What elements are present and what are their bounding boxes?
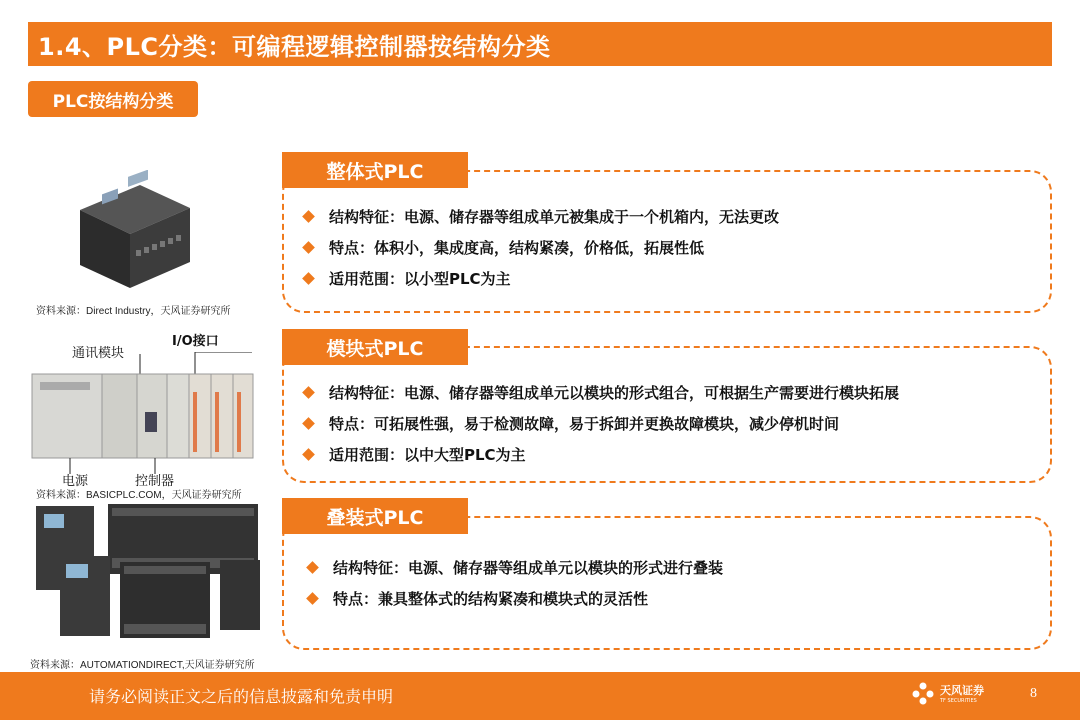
bullet-item: 适用范围：以中大型PLC为主 (300, 439, 899, 470)
bullet-item: 特点：兼具整体式的结构紧凑和模块式的灵活性 (304, 583, 723, 614)
diamond-bullet-icon (306, 592, 319, 605)
image-source-caption: 资料来源：AUTOMATIONDIRECT,天风证券研究所 (30, 660, 255, 671)
logo-subtext: TF SECURITIES (940, 698, 977, 704)
page-number: 8 (1030, 686, 1037, 701)
annotation-comm-module: 通讯模块 (72, 346, 125, 361)
bullet-item: 结构特征：电源、储存器等组成单元被集成于一个机箱内，无法更改 (300, 201, 779, 232)
diamond-bullet-icon (306, 561, 319, 574)
card-tab-modular-plc (282, 329, 468, 365)
card-title: 模块式PLC (326, 337, 424, 360)
bullet-list-modular (300, 377, 899, 470)
footer-bar (0, 672, 1080, 720)
image-source-caption: 资料来源：BASICPLC.COM，天风证券研究所 (36, 490, 242, 501)
page-title: 1.4、PLC分类：可编程逻辑控制器按结构分类 (38, 32, 551, 61)
section-label-text: PLC按结构分类 (52, 91, 174, 112)
annotation-power: 电源 (62, 474, 89, 489)
annotation-io-interface: I/O接口 (172, 334, 219, 349)
bullet-list-stacked (304, 552, 723, 614)
card-tab-integrated-plc (282, 152, 468, 188)
modular-plc-image (30, 352, 255, 482)
logo-text: 天风证券 (940, 684, 984, 697)
diamond-bullet-icon (302, 448, 315, 461)
diamond-bullet-icon (302, 386, 315, 399)
bullet-list-integrated (300, 201, 779, 294)
bullet-item: 特点：可拓展性强，易于检测故障，易于拆卸并更换故障模块，减少停机时间 (300, 408, 899, 439)
diamond-bullet-icon (302, 272, 315, 285)
annotation-controller: 控制器 (135, 474, 175, 489)
bullet-item: 结构特征：电源、储存器等组成单元以模块的形式进行叠装 (304, 552, 723, 583)
title-bar (28, 22, 1052, 66)
company-logo (910, 680, 984, 706)
bullet-item: 结构特征：电源、储存器等组成单元以模块的形式组合，可根据生产需要进行模块拓展 (300, 377, 899, 408)
card-title: 整体式PLC (326, 160, 424, 183)
integrated-plc-image (70, 170, 200, 300)
diamond-bullet-icon (302, 417, 315, 430)
image-source-caption: 资料来源：Direct Industry，天风证券研究所 (36, 306, 231, 317)
stacked-plc-image (30, 500, 265, 656)
disclaimer-text: 请务必阅读正文之后的信息披露和免责申明 (89, 687, 394, 706)
card-title: 叠装式PLC (326, 506, 424, 529)
logo-icon (910, 680, 936, 706)
diamond-bullet-icon (302, 210, 315, 223)
bullet-item: 特点：体积小，集成度高，结构紧凑，价格低，拓展性低 (300, 232, 779, 263)
bullet-item: 适用范围：以小型PLC为主 (300, 263, 779, 294)
section-label (28, 81, 198, 117)
card-tab-stacked-plc (282, 498, 468, 534)
diamond-bullet-icon (302, 241, 315, 254)
